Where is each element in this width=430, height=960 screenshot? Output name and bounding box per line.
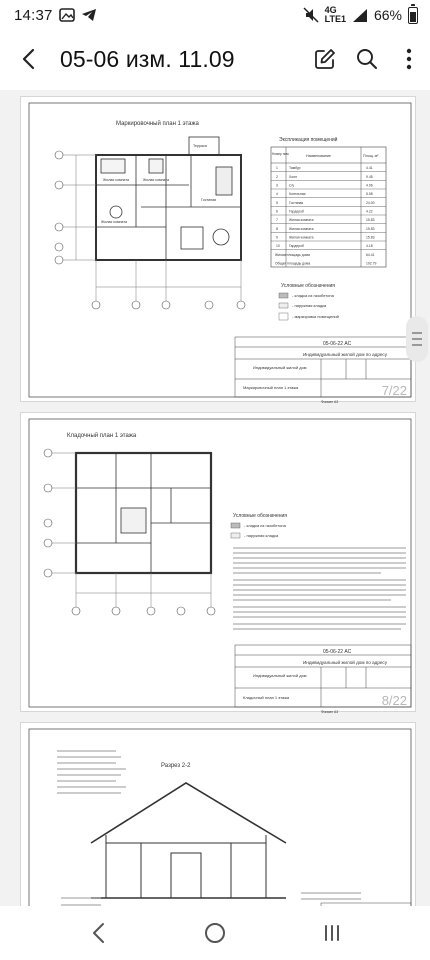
stamp-name: Индивидуальный жилой дом по адресу <box>303 352 388 357</box>
nav-back-button[interactable] <box>68 906 128 960</box>
legend-swatch <box>279 293 288 298</box>
legend-swatch <box>279 313 288 320</box>
document-viewer[interactable] <box>0 90 430 906</box>
table-header-number: Номер пом. <box>272 152 290 156</box>
document-page[interactable] <box>20 412 416 712</box>
plan-title: Разрез 2-2 <box>161 763 191 769</box>
network-type-bottom: LTE1 <box>324 14 346 24</box>
room-number: 8 <box>276 226 278 231</box>
search-icon <box>356 48 378 70</box>
room-area: 4.18 <box>366 244 373 249</box>
edit-button[interactable] <box>304 30 346 88</box>
stamp-code: 05-06-22 АС <box>323 341 352 347</box>
total-area: 102.79 <box>366 261 377 266</box>
room-number: 9 <box>276 235 278 240</box>
table-header-name: Наименование <box>306 154 331 158</box>
app-actions <box>304 30 430 88</box>
notes-block <box>233 548 406 629</box>
stamp-sheet: Маркировочный план 1 этажа <box>243 385 299 390</box>
stamp-object: Индивидуальный жилой дом <box>253 365 307 370</box>
room-area: 5.08 <box>366 192 373 197</box>
room-name: Жилая комната <box>289 218 314 223</box>
total-name: Общая площадь дома <box>275 261 311 266</box>
chevron-left-icon <box>21 48 35 70</box>
page-number: 8/22 <box>381 693 407 708</box>
explication-table <box>271 147 386 267</box>
svg-text:Жилая комната: Жилая комната <box>101 220 127 224</box>
room-area: 4.06 <box>366 183 373 188</box>
status-left <box>14 7 97 24</box>
document-page[interactable] <box>20 722 416 906</box>
room-area: 24.00 <box>366 200 375 205</box>
network-type-top: 4G <box>324 5 337 15</box>
room-name: Гардероб <box>289 209 304 214</box>
room-name: Жилая комната <box>289 226 314 231</box>
room-number: 10 <box>276 244 280 249</box>
photo-notification-icon <box>59 8 75 22</box>
table-header-area: Площ. м² <box>363 154 379 158</box>
legend-swatch <box>279 303 288 308</box>
legend-title: Условные обозначения <box>281 283 336 289</box>
battery-percent: 66% <box>373 7 402 23</box>
stamp-object: Индивидуальный жилой дом <box>253 673 307 678</box>
stamp-name: Индивидуальный жилой дом по адресу <box>303 660 388 665</box>
table-title: Экспликация помещений <box>279 137 338 143</box>
total-area: 64.41 <box>366 252 375 257</box>
back-button[interactable] <box>0 30 56 88</box>
svg-text:Терраса: Терраса <box>193 144 207 148</box>
legend-title: Условные обозначения <box>233 513 288 519</box>
room-area: 4.22 <box>366 209 373 214</box>
room-number: 1 <box>276 166 278 171</box>
notes-column <box>57 751 126 793</box>
nav-recents-button[interactable] <box>302 906 362 960</box>
more-options-button[interactable] <box>388 30 430 88</box>
floor-plan <box>96 137 241 260</box>
room-area: 4.41 <box>366 166 373 171</box>
legend-swatch <box>231 533 240 538</box>
room-number: 3 <box>276 183 278 188</box>
stamp-code: 05-06-22 АС <box>323 649 352 655</box>
page-drawing <box>21 413 417 713</box>
room-number: 7 <box>276 218 278 223</box>
stamp-sheet: Кладочный план 1 этажа <box>243 695 290 700</box>
legend-item: - кладка из газобетона <box>244 523 286 528</box>
room-name: Тамбур <box>289 166 301 171</box>
legend-item: - кладка из газобетона <box>292 293 334 298</box>
status-right <box>303 6 418 24</box>
room-number: 4 <box>276 192 278 197</box>
masonry-plan <box>76 453 211 573</box>
app-bar <box>0 30 430 88</box>
legend-item: - маркировка помещений <box>292 314 339 319</box>
svg-text:Жилая комната: Жилая комната <box>103 178 129 182</box>
room-name: Гардероб <box>289 244 304 249</box>
recents-icon <box>321 922 343 944</box>
room-name: С/у <box>289 183 295 188</box>
svg-text:Гостиная: Гостиная <box>201 198 217 202</box>
battery-icon <box>408 7 418 24</box>
page-number: 7/22 <box>381 383 407 398</box>
status-bar <box>0 0 430 30</box>
room-number: 5 <box>276 200 278 205</box>
room-area: 15.83 <box>366 218 375 223</box>
more-vertical-icon <box>406 48 412 70</box>
room-name: Холл <box>289 174 297 179</box>
room-area: 15.83 <box>366 235 375 240</box>
home-icon <box>204 922 226 944</box>
section-drawing <box>91 783 286 898</box>
room-number: 2 <box>276 174 278 179</box>
stamp-format: Формат А3 <box>321 710 339 713</box>
signal-icon <box>352 8 368 23</box>
nav-home-button[interactable] <box>185 906 245 960</box>
mute-icon <box>303 7 319 23</box>
page-drawing <box>21 723 417 906</box>
document-page[interactable] <box>20 96 416 402</box>
navigation-bar <box>0 906 430 960</box>
page-drawing <box>21 97 417 403</box>
plan-title: Кладочный план 1 этажа <box>67 433 137 439</box>
room-name: Жилая комната <box>289 235 314 240</box>
battery-fill <box>410 12 416 22</box>
room-name: Котельная <box>289 192 306 197</box>
legend-item: - наружная кладка <box>244 533 279 538</box>
room-name: Гостиная <box>289 200 304 205</box>
status-time: 14:37 <box>14 6 53 24</box>
network-type <box>325 6 346 24</box>
stamp-format: Формат А3 <box>321 400 339 403</box>
search-button[interactable] <box>346 30 388 88</box>
table-rows <box>271 166 386 265</box>
total-name: Жилая площадь дома <box>275 252 310 257</box>
room-area: 15.83 <box>366 226 375 231</box>
scroll-grip-icon <box>412 330 422 348</box>
svg-text:Жилая комната: Жилая комната <box>143 178 169 182</box>
edit-icon <box>314 48 336 70</box>
document-title: 05-06 изм. 11.09 <box>60 45 235 72</box>
legend-swatch <box>231 523 240 528</box>
room-area: 9.45 <box>366 174 373 179</box>
back-icon <box>91 922 105 944</box>
telegram-icon <box>81 8 97 22</box>
plan-title: Маркировочный план 1 этажа <box>116 121 199 127</box>
fast-scroll-handle[interactable] <box>406 316 428 362</box>
legend-item: - наружная кладка <box>292 303 327 308</box>
room-number: 6 <box>276 209 278 214</box>
